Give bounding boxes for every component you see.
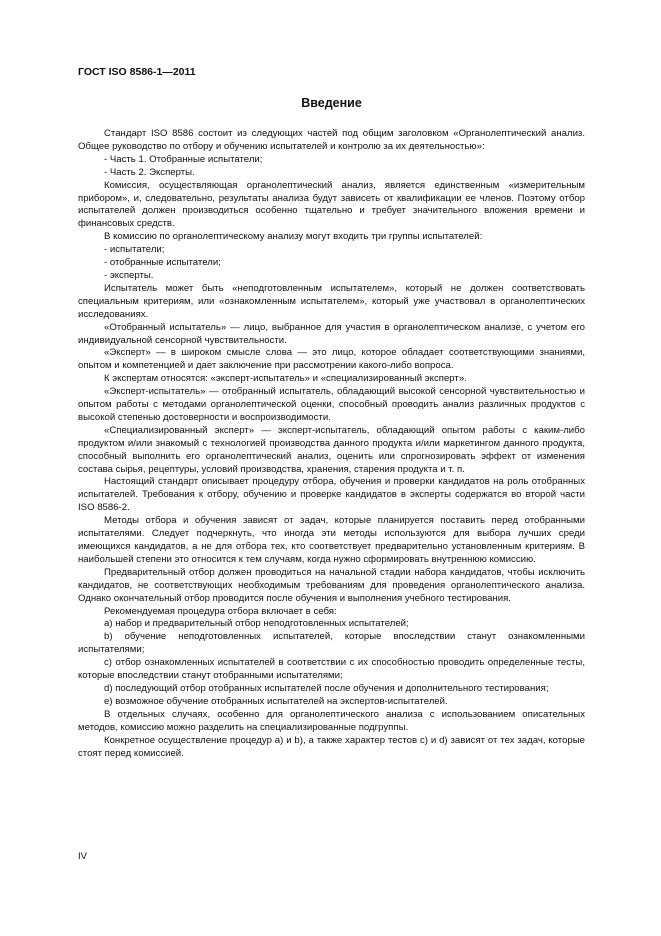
paragraph: Конкретное осуществление процедур а) и b), а также характер тестов c) и d) зависят от тех задач, которые стоят перед комиссией. xyxy=(78,734,585,759)
paragraph: Методы отбора и обучения зависят от задач, которые планируется поставить перед отобранными испытателями. Следует подчеркнуть, что иногда эти методы используются для выбора лучших среди имеющихся кандидатов, а не для отбора тех, кто соответствует предварительно установленным критериям. В наибольшей степени это относится к тем случаям, когда нужно сформировать внутреннюю комиссию. xyxy=(78,515,585,565)
paragraph: Испытатель может быть «неподготовленным испытателем», который не должен соответствовать специальным критериям, или «ознакомленным испытателем», который уже участвовал в органолептических исследованиях. xyxy=(78,282,585,320)
list-item: d) последующий отбор отобранных испытателей после обучения и дополнительного тестирования; xyxy=(104,682,549,694)
list-item: - эксперты. xyxy=(104,269,154,281)
list-item: b) обучение неподготовленных испытателей, которые впоследствии станут ознакомленными испытателями; xyxy=(78,631,585,656)
paragraph: «Отобранный испытатель» — лицо, выбранное для участия в органолептическом анализе, с учетом его индивидуальной сенсорной чувствительности. xyxy=(78,321,585,346)
body-text xyxy=(78,128,585,760)
paragraph: Комиссия, осуществляющая органолептический анализ, является единственным «измерительным прибором», и, следовательно, результаты анализа будут зависеть от квалификации ее членов. Поэтому отбор испытателей должен производиться особенно тщательно и требует значительного вложения времени и финансовых средств. xyxy=(78,179,585,230)
paragraph: Стандарт ISO 8586 состоит из следующих частей под общим заголовком «Органолептический анализ. Общее руководство по отбору и обучению испытателей и контролю за их деятельностью»: xyxy=(78,128,585,152)
list-item: а) набор и предварительный отбор неподготовленных испытателей; xyxy=(104,618,409,630)
paragraph: Рекомендуемая процедура отбора включает в себя: xyxy=(104,605,337,617)
page-number: IV xyxy=(78,851,88,862)
paragraph: В отдельных случаях, особенно для органолептического анализа с использованием описательных методов, комиссию можно разделить на специализированные подгруппы. xyxy=(78,708,585,733)
paragraph: «Эксперт-испытатель» — отобранный испытатель, обладающий высокой сенсорной чувствительностью и опытом работы с методами органолептической оценки, способный проводить анализ различных продуктов с высокой степенью достоверности и воспроизводимости. xyxy=(78,386,585,423)
list-item: - отобранные испытатели; xyxy=(104,257,221,269)
list-item: - Часть 1. Отобранные испытатели; xyxy=(104,153,263,165)
paragraph: В комиссию по органолептическому анализу могут входить три группы испытателей: xyxy=(104,231,483,243)
list-item: e) возможное обучение отобранных испытателей на экспертов-испытателей. xyxy=(104,695,448,707)
list-item: c) отбор ознакомленных испытателей в соответствии с их способностью проводить определенные тесты, которые впоследствии станут отобранными испытателями; xyxy=(78,657,585,682)
paragraph: «Специализированный эксперт» — эксперт-испытатель, обладающий опытом работы с каким-либо продуктом и/или знакомый с технологией производства данного продукта и/или маркетингом данного продукта, способный выполнить его органолептический анализ, оценить или спрогнозировать эффект от изменения состава сырья, рецептуры, условий производства, хранения, старения продукта и т. п. xyxy=(78,424,585,475)
paragraph: «Эксперт» — в широком смысле слова — это лицо, которое обладает соответствующими знаниями, опытом и компетенцией и дает заключение при рассмотрении какого-либо вопроса. xyxy=(78,347,585,372)
list-item: - Часть 2. Эксперты. xyxy=(104,166,195,178)
paragraph: Предварительный отбор должен проводиться на начальной стадии набора кандидатов, чтобы исключить кандидатов, не соответствующих необходимым требованиям для проведения органолептического анализа. Однако окончательный отбор проводится после обучения и выполнения учебного тестирования. xyxy=(78,566,585,604)
paragraph: Настоящий стандарт описывает процедуру отбора, обучения и проверки кандидатов на роль отобранных испытателей. Требования к отбору, обучению и проверке кандидатов в эксперты содержатся во второй части ISO 8586-2. xyxy=(78,476,585,514)
document-id: ГОСТ ISO 8586-1—2011 xyxy=(78,66,196,78)
section-title: Введение xyxy=(301,96,362,110)
list-item: - испытатели; xyxy=(104,244,165,256)
paragraph: К экспертам относятся: «эксперт-испытатель» и «специализированный эксперт». xyxy=(104,373,467,385)
